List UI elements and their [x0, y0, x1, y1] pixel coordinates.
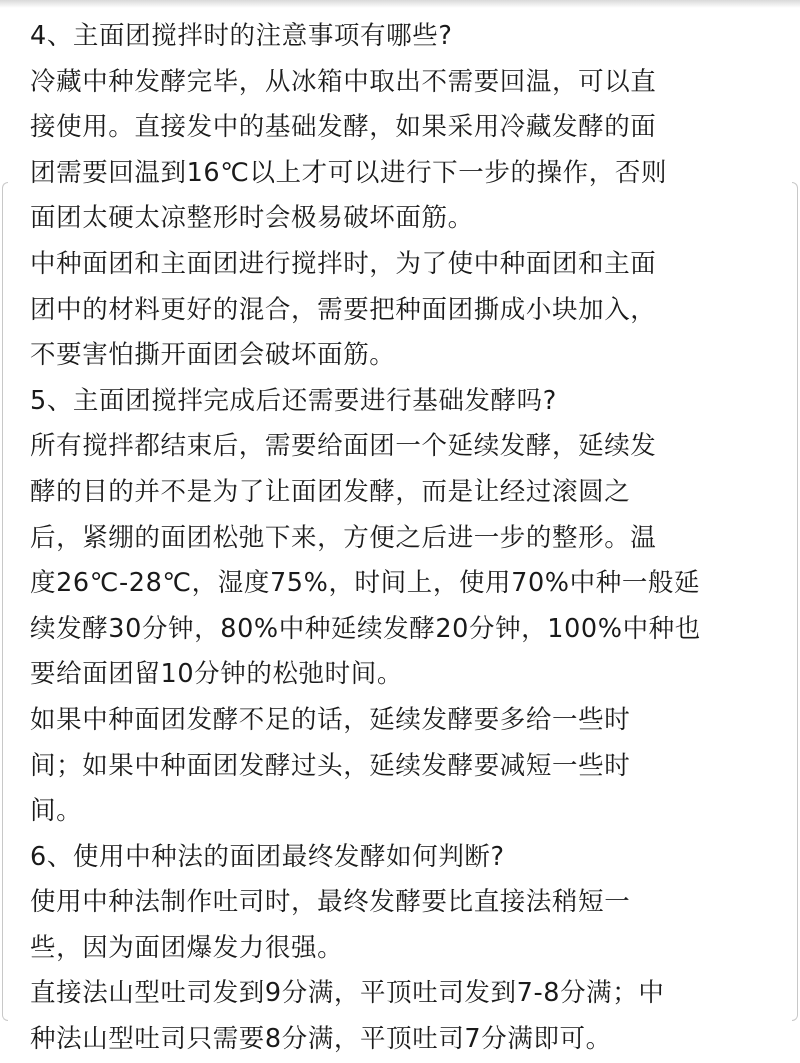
top-cropped-strip [0, 0, 800, 8]
text-line: 要给面团留10分钟的松弛时间。 [30, 659, 403, 690]
text-line: 接使用。直接发中的基础发酵，如果采用冷藏发酵的面 [30, 112, 657, 143]
text-line: 所有搅拌都结束后，需要给面团一个延续发酵，延续发 [30, 431, 657, 462]
text-line: 续发酵30分钟，80%中种延续发酵20分钟，100%中种也 [30, 613, 701, 644]
text-line: 后，紧绷的面团松弛下来，方便之后进一步的整形。温 [30, 522, 657, 553]
text-line: 中种面团和主面团进行搅拌时，为了使中种面团和主面 [30, 248, 657, 279]
text-line: 直接法山型吐司发到9分满，平顶吐司发到7-8分满；中 [30, 978, 665, 1009]
left-page-edge [2, 182, 8, 1021]
text-line: 团需要回温到16℃以上才可以进行下一步的操作，否则 [30, 157, 668, 188]
right-page-edge [792, 182, 798, 1021]
text-line: 面团太硬太凉整形时会极易破坏面筋。 [30, 203, 474, 234]
question-heading-5: 5、主面团搅拌完成后还需要进行基础发酵吗? [30, 385, 557, 416]
text-line: 使用中种法制作吐司时，最终发酵要比直接法稍短一 [30, 887, 631, 918]
text-line: 冷藏中种发酵完毕，从冰箱中取出不需要回温，可以直 [30, 66, 657, 97]
text-line: 间；如果中种面团发酵过头，延续发酵要减短一些时 [30, 750, 631, 781]
text-line: 酵的目的并不是为了让面团发酵，而是让经过滚圆之 [30, 476, 631, 507]
text-line: 种法山型吐司只需要8分满，平顶吐司7分满即可。 [30, 1024, 612, 1055]
text-line: 度26℃-28℃，湿度75%，时间上，使用70%中种一般延 [30, 568, 701, 599]
text-line: 些，因为面团爆发力很强。 [30, 932, 344, 963]
question-heading-6: 6、使用中种法的面团最终发酵如何判断? [30, 841, 505, 872]
article-text [30, 14, 780, 1063]
text-line: 团中的材料更好的混合，需要把种面团撕成小块加入， [30, 294, 657, 325]
text-line: 间。 [30, 796, 83, 827]
question-heading-4: 4、主面团搅拌时的注意事项有哪些? [30, 21, 453, 51]
text-line: 如果中种面团发酵不足的话，延续发酵要多给一些时 [30, 704, 631, 735]
text-line: 不要害怕撕开面团会破坏面筋。 [30, 340, 396, 371]
